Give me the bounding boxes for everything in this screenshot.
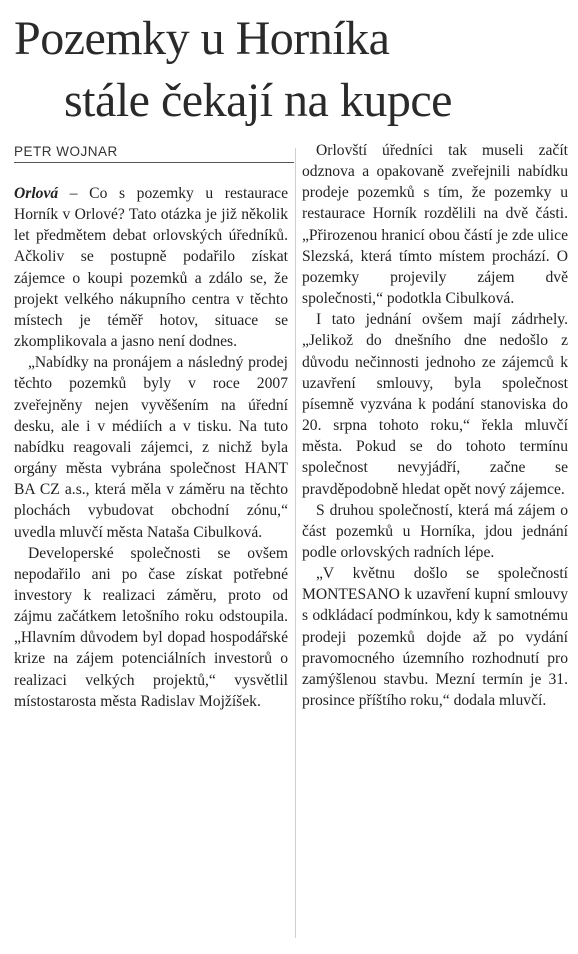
headline bbox=[14, 8, 574, 132]
headline-line-1: Pozemky u Horníka bbox=[14, 12, 390, 65]
dateline: Orlová bbox=[14, 185, 59, 202]
paragraph: „Nabídky na pronájem a následný prodej těchto pozemků byly v roce 2007 zveřejněny nejen vyvěšením na úřední desku, ale i v médiích a v tisku. Na tuto nabídku reagovali zájemci, z nichž byla orgány města vybrána společnost HANT BA CZ a.s., která měla v záměru na těchto plochách vybudovat obchodní zónu,“ uvedla mluvčí města Nataša Cibulková. bbox=[14, 354, 288, 541]
paragraph: Orlovští úředníci tak museli začít odznova a opakovaně zveřejnili nabídku prodeje pozemků s tím, že pozemky u restaurace Horník rozdělili na dvě části. „Přirozenou hranicí obou částí je zde ulice Slezská, která tímto místem prochází. O pozemky projevily zájem dvě společnosti,“ podotkla Cibulková. bbox=[302, 142, 568, 308]
paragraph: S druhou společností, která má zájem o část pozemků u Horníka, jdou jednání podle orlovských radních lépe. bbox=[302, 501, 568, 561]
byline: PETR WOJNAR bbox=[14, 144, 294, 163]
article-column-2 bbox=[302, 140, 568, 711]
article-column-1 bbox=[14, 183, 288, 712]
paragraph bbox=[14, 183, 288, 352]
paragraph-text: – Co s pozemky u restaurace Horník v Orlové? Tato otázka je již několik let předmětem debat orlovských úředníků. Ačkoliv se postupně podařilo získat zájemce o koupi pozemků a zdálo se, že projekt velkého nákupního centra v těchto místech je téměř hotov, situace se zkomplikovala a jasno není dodnes. bbox=[14, 185, 288, 351]
headline-line-2: stále čekají na kupce bbox=[64, 74, 452, 127]
paragraph: Developerské společnosti se ovšem nepodařilo ani po čase získat potřebné investory k realizaci záměru, proto od zájmu začátkem letošního roku odstoupila. „Hlavním důvodem byl dopad hospodářské krize na zájem potenciálních investorů o realizaci velkých projektů,“ vysvětlil místostarosta města Radislav Mojžíšek. bbox=[14, 544, 288, 710]
column-divider bbox=[295, 148, 296, 938]
paragraph: I tato jednání ovšem mají zádrhely. „Jelikož do dnešního dne nedošlo z důvodu nečinnosti jednoho ze zájemců k uzavření smlouvy, byla společnost písemně vyzvána k podání stanoviska do 20. srpna tohoto roku,“ řekla mluvčí města. Pokud se do tohoto termínu společnost nevyjádří, začne se pravděpodobně hledat opět nový zájemce. bbox=[302, 311, 568, 498]
paragraph: „V květnu došlo se společností MONTESANO k uzavření kupní smlouvy s odkládací podmínkou, kdy k samotnému prodeji pozemků dojde až po vydání pravomocného územního rozhodnutí pro zamýšlenou stavbu. Mezní termín je 31. prosince příštího roku,“ dodala mluvčí. bbox=[302, 565, 568, 710]
